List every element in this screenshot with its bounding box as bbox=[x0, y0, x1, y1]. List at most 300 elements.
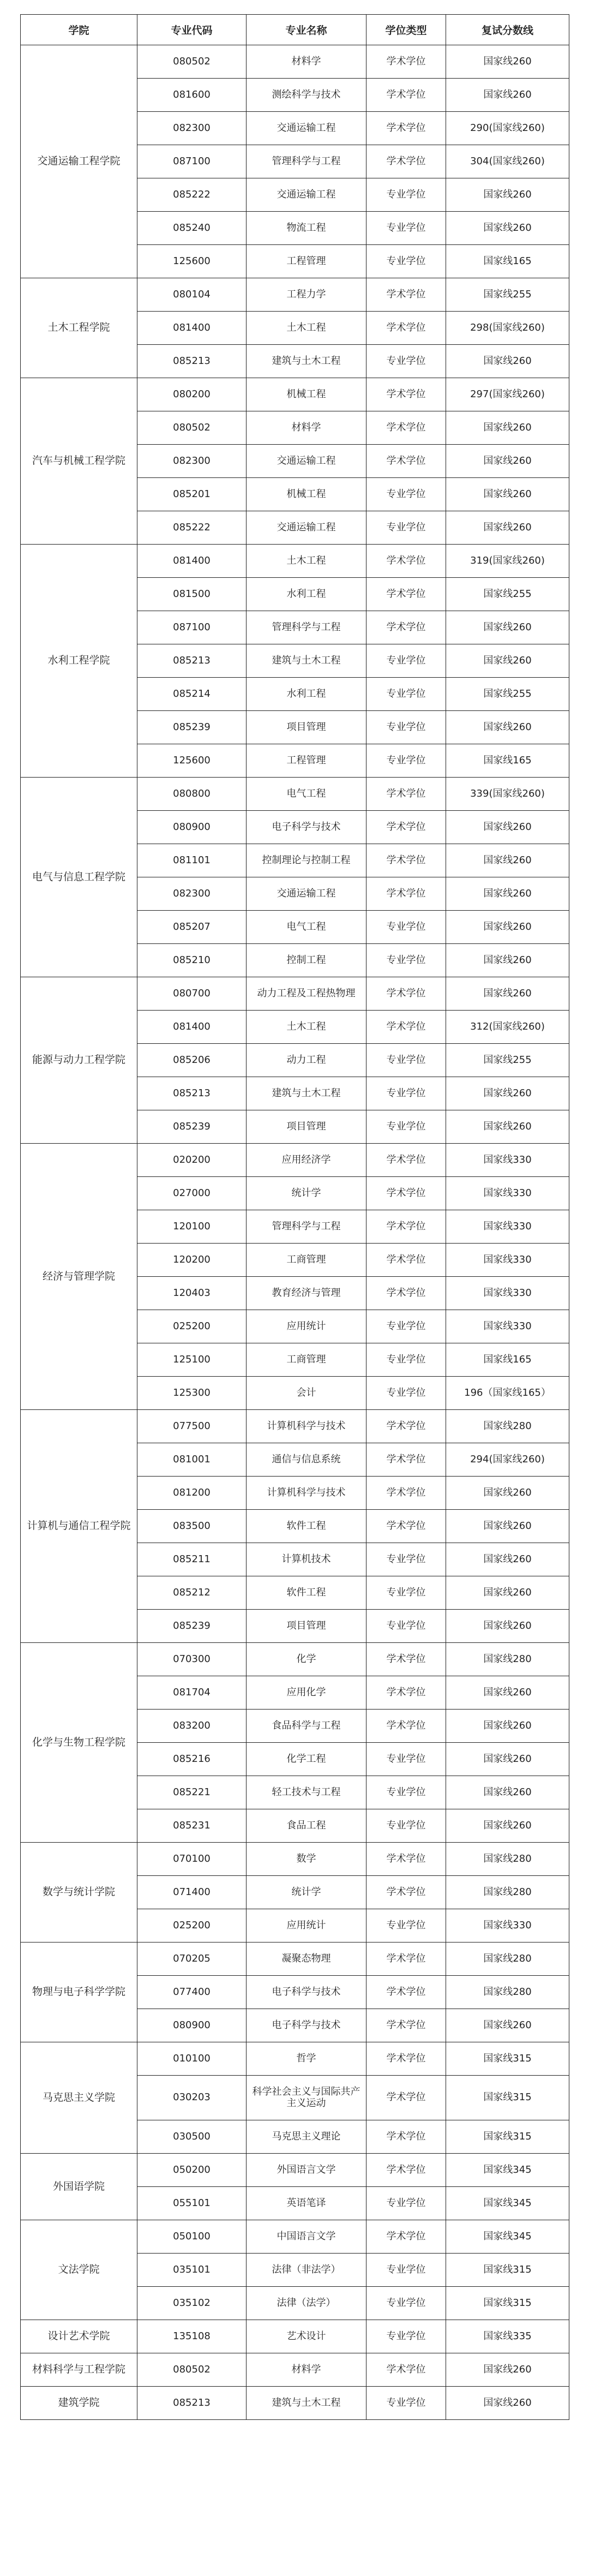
retest-score-cell: 国家线315 bbox=[446, 2287, 569, 2320]
major-code-cell: 080900 bbox=[137, 2009, 247, 2042]
college-name-cell: 计算机与通信工程学院 bbox=[21, 1410, 137, 1643]
retest-score-cell: 国家线280 bbox=[446, 1976, 569, 2009]
retest-score-cell: 国家线260 bbox=[446, 1743, 569, 1776]
table-row bbox=[21, 2154, 569, 2187]
major-code-cell: 083200 bbox=[137, 1710, 247, 1743]
table-row bbox=[21, 778, 569, 811]
major-code-cell: 085214 bbox=[137, 678, 247, 711]
college-name-cell: 经济与管理学院 bbox=[21, 1144, 137, 1410]
retest-score-cell: 国家线260 bbox=[446, 1077, 569, 1110]
degree-type-cell: 学术学位 bbox=[366, 578, 446, 611]
college-name-cell: 外国语学院 bbox=[21, 2154, 137, 2220]
major-name-cell: 应用经济学 bbox=[247, 1144, 366, 1177]
retest-score-cell: 国家线260 bbox=[446, 1543, 569, 1576]
major-name-cell: 动力工程 bbox=[247, 1044, 366, 1077]
degree-type-cell: 学术学位 bbox=[366, 877, 446, 911]
table-row bbox=[21, 1643, 569, 1676]
degree-type-cell: 学术学位 bbox=[366, 1177, 446, 1210]
major-code-cell: 055101 bbox=[137, 2187, 247, 2220]
major-name-cell: 会计 bbox=[247, 1377, 366, 1410]
degree-type-cell: 专业学位 bbox=[366, 345, 446, 378]
retest-score-cell: 国家线330 bbox=[446, 1144, 569, 1177]
retest-score-cell: 国家线330 bbox=[446, 1177, 569, 1210]
retest-score-cell: 国家线260 bbox=[446, 1610, 569, 1643]
major-code-cell: 125600 bbox=[137, 245, 247, 278]
retest-score-cell: 国家线260 bbox=[446, 79, 569, 112]
college-name-cell: 马克思主义学院 bbox=[21, 2042, 137, 2154]
retest-score-cell: 国家线330 bbox=[446, 1244, 569, 1277]
major-code-cell: 080104 bbox=[137, 278, 247, 312]
major-name-cell: 机械工程 bbox=[247, 478, 366, 511]
degree-type-cell: 学术学位 bbox=[366, 1710, 446, 1743]
major-code-cell: 071400 bbox=[137, 1876, 247, 1909]
major-name-cell: 食品工程 bbox=[247, 1809, 366, 1843]
retest-score-cell: 国家线165 bbox=[446, 245, 569, 278]
major-name-cell: 物流工程 bbox=[247, 212, 366, 245]
major-name-cell: 马克思主义理论 bbox=[247, 2120, 366, 2154]
major-code-cell: 082300 bbox=[137, 112, 247, 145]
major-name-cell: 计算机科学与技术 bbox=[247, 1477, 366, 1510]
table-body bbox=[21, 45, 569, 2420]
degree-type-cell: 学术学位 bbox=[366, 1676, 446, 1710]
retest-score-cell: 国家线260 bbox=[446, 1576, 569, 1610]
table-row bbox=[21, 2387, 569, 2420]
major-name-cell: 应用统计 bbox=[247, 1310, 366, 1343]
retest-score-cell: 国家线260 bbox=[446, 1676, 569, 1710]
score-table bbox=[20, 14, 569, 2420]
retest-score-cell: 339(国家线260) bbox=[446, 778, 569, 811]
major-name-cell: 交通运输工程 bbox=[247, 511, 366, 545]
major-code-cell: 087100 bbox=[137, 145, 247, 178]
major-code-cell: 125600 bbox=[137, 744, 247, 778]
major-code-cell: 025200 bbox=[137, 1909, 247, 1943]
major-name-cell: 建筑与土木工程 bbox=[247, 644, 366, 678]
retest-score-cell: 国家线260 bbox=[446, 445, 569, 478]
major-name-cell: 建筑与土木工程 bbox=[247, 1077, 366, 1110]
retest-score-cell: 国家线260 bbox=[446, 478, 569, 511]
degree-type-cell: 学术学位 bbox=[366, 2220, 446, 2254]
retest-score-cell: 国家线315 bbox=[446, 2042, 569, 2076]
retest-score-cell: 国家线315 bbox=[446, 2076, 569, 2120]
major-code-cell: 035101 bbox=[137, 2254, 247, 2287]
major-name-cell: 工程管理 bbox=[247, 744, 366, 778]
major-name-cell: 机械工程 bbox=[247, 378, 366, 411]
retest-score-cell: 国家线260 bbox=[446, 511, 569, 545]
college-name-cell: 化学与生物工程学院 bbox=[21, 1643, 137, 1843]
major-name-cell: 土木工程 bbox=[247, 1011, 366, 1044]
major-name-cell: 工程力学 bbox=[247, 278, 366, 312]
table-row bbox=[21, 278, 569, 312]
retest-score-cell: 国家线260 bbox=[446, 1776, 569, 1809]
degree-type-cell: 学术学位 bbox=[366, 811, 446, 844]
degree-type-cell: 专业学位 bbox=[366, 678, 446, 711]
degree-type-cell: 专业学位 bbox=[366, 1610, 446, 1643]
major-name-cell: 电子科学与技术 bbox=[247, 2009, 366, 2042]
degree-type-cell: 学术学位 bbox=[366, 145, 446, 178]
major-code-cell: 085212 bbox=[137, 1576, 247, 1610]
retest-score-cell: 国家线345 bbox=[446, 2154, 569, 2187]
major-code-cell: 080502 bbox=[137, 411, 247, 445]
degree-type-cell: 学术学位 bbox=[366, 112, 446, 145]
degree-type-cell: 专业学位 bbox=[366, 1310, 446, 1343]
degree-type-cell: 学术学位 bbox=[366, 2154, 446, 2187]
major-name-cell: 土木工程 bbox=[247, 545, 366, 578]
degree-type-cell: 学术学位 bbox=[366, 977, 446, 1011]
college-name-cell: 电气与信息工程学院 bbox=[21, 778, 137, 977]
major-code-cell: 125100 bbox=[137, 1343, 247, 1377]
degree-type-cell: 专业学位 bbox=[366, 944, 446, 977]
retest-score-cell: 国家线330 bbox=[446, 1277, 569, 1310]
degree-type-cell: 专业学位 bbox=[366, 2387, 446, 2420]
major-name-cell: 管理科学与工程 bbox=[247, 1210, 366, 1244]
major-code-cell: 085206 bbox=[137, 1044, 247, 1077]
major-code-cell: 085239 bbox=[137, 1110, 247, 1144]
retest-score-cell: 国家线255 bbox=[446, 678, 569, 711]
retest-score-cell: 国家线330 bbox=[446, 1210, 569, 1244]
major-name-cell: 凝聚态物理 bbox=[247, 1943, 366, 1976]
retest-score-cell: 国家线260 bbox=[446, 877, 569, 911]
major-code-cell: 025200 bbox=[137, 1310, 247, 1343]
major-code-cell: 081200 bbox=[137, 1477, 247, 1510]
retest-score-cell: 国家线345 bbox=[446, 2187, 569, 2220]
major-code-cell: 081101 bbox=[137, 844, 247, 877]
table-row bbox=[21, 1843, 569, 1876]
degree-type-cell: 专业学位 bbox=[366, 1809, 446, 1843]
major-name-cell: 项目管理 bbox=[247, 711, 366, 744]
degree-type-cell: 专业学位 bbox=[366, 2287, 446, 2320]
major-name-cell: 电气工程 bbox=[247, 911, 366, 944]
degree-type-cell: 专业学位 bbox=[366, 1543, 446, 1576]
retest-score-cell: 国家线260 bbox=[446, 911, 569, 944]
major-code-cell: 087100 bbox=[137, 611, 247, 644]
header-college: 学院 bbox=[21, 15, 137, 45]
retest-score-cell: 国家线280 bbox=[446, 1410, 569, 1443]
table-row bbox=[21, 545, 569, 578]
major-name-cell: 交通运输工程 bbox=[247, 877, 366, 911]
degree-type-cell: 专业学位 bbox=[366, 711, 446, 744]
major-code-cell: 085210 bbox=[137, 944, 247, 977]
retest-score-cell: 国家线260 bbox=[446, 944, 569, 977]
major-name-cell: 通信与信息系统 bbox=[247, 1443, 366, 1477]
table-row bbox=[21, 977, 569, 1011]
major-code-cell: 085222 bbox=[137, 178, 247, 212]
major-name-cell: 应用统计 bbox=[247, 1909, 366, 1943]
major-name-cell: 材料学 bbox=[247, 411, 366, 445]
degree-type-cell: 专业学位 bbox=[366, 1077, 446, 1110]
major-code-cell: 085213 bbox=[137, 345, 247, 378]
college-name-cell: 能源与动力工程学院 bbox=[21, 977, 137, 1144]
retest-score-cell: 国家线335 bbox=[446, 2320, 569, 2353]
degree-type-cell: 学术学位 bbox=[366, 2076, 446, 2120]
college-name-cell: 物理与电子科学学院 bbox=[21, 1943, 137, 2042]
degree-type-cell: 学术学位 bbox=[366, 45, 446, 79]
major-name-cell: 英语笔译 bbox=[247, 2187, 366, 2220]
major-code-cell: 081400 bbox=[137, 1011, 247, 1044]
major-code-cell: 081600 bbox=[137, 79, 247, 112]
retest-score-cell: 国家线260 bbox=[446, 2009, 569, 2042]
retest-score-cell: 国家线260 bbox=[446, 2353, 569, 2387]
college-name-cell: 土木工程学院 bbox=[21, 278, 137, 378]
major-name-cell: 食品科学与工程 bbox=[247, 1710, 366, 1743]
retest-score-cell: 312(国家线260) bbox=[446, 1011, 569, 1044]
retest-score-cell: 国家线330 bbox=[446, 1909, 569, 1943]
major-name-cell: 交通运输工程 bbox=[247, 112, 366, 145]
major-name-cell: 外国语言文学 bbox=[247, 2154, 366, 2187]
major-code-cell: 085231 bbox=[137, 1809, 247, 1843]
degree-type-cell: 学术学位 bbox=[366, 2009, 446, 2042]
major-code-cell: 125300 bbox=[137, 1377, 247, 1410]
major-name-cell: 应用化学 bbox=[247, 1676, 366, 1710]
table-row bbox=[21, 2220, 569, 2254]
degree-type-cell: 学术学位 bbox=[366, 1843, 446, 1876]
retest-score-cell: 国家线260 bbox=[446, 411, 569, 445]
major-code-cell: 085213 bbox=[137, 644, 247, 678]
major-code-cell: 070205 bbox=[137, 1943, 247, 1976]
degree-type-cell: 专业学位 bbox=[366, 2187, 446, 2220]
retest-score-cell: 国家线315 bbox=[446, 2120, 569, 2154]
major-code-cell: 081001 bbox=[137, 1443, 247, 1477]
degree-type-cell: 学术学位 bbox=[366, 778, 446, 811]
degree-type-cell: 专业学位 bbox=[366, 911, 446, 944]
major-name-cell: 轻工技术与工程 bbox=[247, 1776, 366, 1809]
major-name-cell: 工商管理 bbox=[247, 1244, 366, 1277]
retest-score-cell: 国家线260 bbox=[446, 644, 569, 678]
table-row bbox=[21, 1410, 569, 1443]
major-name-cell: 交通运输工程 bbox=[247, 445, 366, 478]
degree-type-cell: 学术学位 bbox=[366, 445, 446, 478]
degree-type-cell: 学术学位 bbox=[366, 545, 446, 578]
major-code-cell: 085213 bbox=[137, 2387, 247, 2420]
degree-type-cell: 专业学位 bbox=[366, 478, 446, 511]
major-code-cell: 082300 bbox=[137, 445, 247, 478]
header-major-code: 专业代码 bbox=[137, 15, 247, 45]
major-code-cell: 085207 bbox=[137, 911, 247, 944]
degree-type-cell: 学术学位 bbox=[366, 2353, 446, 2387]
major-name-cell: 法律（非法学） bbox=[247, 2254, 366, 2287]
degree-type-cell: 专业学位 bbox=[366, 245, 446, 278]
degree-type-cell: 学术学位 bbox=[366, 1477, 446, 1510]
retest-score-cell: 国家线260 bbox=[446, 1809, 569, 1843]
degree-type-cell: 学术学位 bbox=[366, 1876, 446, 1909]
table-row bbox=[21, 1144, 569, 1177]
major-name-cell: 管理科学与工程 bbox=[247, 611, 366, 644]
major-name-cell: 电子科学与技术 bbox=[247, 1976, 366, 2009]
major-code-cell: 027000 bbox=[137, 1177, 247, 1210]
degree-type-cell: 学术学位 bbox=[366, 278, 446, 312]
major-name-cell: 艺术设计 bbox=[247, 2320, 366, 2353]
major-name-cell: 法律（法学） bbox=[247, 2287, 366, 2320]
degree-type-cell: 学术学位 bbox=[366, 1210, 446, 1244]
major-code-cell: 080502 bbox=[137, 2353, 247, 2387]
major-code-cell: 082300 bbox=[137, 877, 247, 911]
degree-type-cell: 学术学位 bbox=[366, 1244, 446, 1277]
degree-type-cell: 专业学位 bbox=[366, 2320, 446, 2353]
major-code-cell: 081400 bbox=[137, 545, 247, 578]
table-row bbox=[21, 2353, 569, 2387]
major-name-cell: 动力工程及工程热物理 bbox=[247, 977, 366, 1011]
retest-score-cell: 297(国家线260) bbox=[446, 378, 569, 411]
retest-score-cell: 国家线260 bbox=[446, 212, 569, 245]
major-name-cell: 管理科学与工程 bbox=[247, 145, 366, 178]
degree-type-cell: 学术学位 bbox=[366, 611, 446, 644]
major-code-cell: 080502 bbox=[137, 45, 247, 79]
major-name-cell: 化学 bbox=[247, 1643, 366, 1676]
major-code-cell: 010100 bbox=[137, 2042, 247, 2076]
major-code-cell: 120100 bbox=[137, 1210, 247, 1244]
degree-type-cell: 专业学位 bbox=[366, 644, 446, 678]
major-code-cell: 020200 bbox=[137, 1144, 247, 1177]
college-name-cell: 数学与统计学院 bbox=[21, 1843, 137, 1943]
major-code-cell: 120403 bbox=[137, 1277, 247, 1310]
retest-score-cell: 国家线330 bbox=[446, 1310, 569, 1343]
retest-score-cell: 国家线260 bbox=[446, 345, 569, 378]
header-degree-type: 学位类型 bbox=[366, 15, 446, 45]
major-code-cell: 085213 bbox=[137, 1077, 247, 1110]
degree-type-cell: 学术学位 bbox=[366, 1976, 446, 2009]
table-row bbox=[21, 378, 569, 411]
degree-type-cell: 专业学位 bbox=[366, 1576, 446, 1610]
major-code-cell: 085221 bbox=[137, 1776, 247, 1809]
retest-score-cell: 国家线260 bbox=[446, 844, 569, 877]
retest-score-cell: 国家线260 bbox=[446, 178, 569, 212]
major-code-cell: 077500 bbox=[137, 1410, 247, 1443]
major-code-cell: 077400 bbox=[137, 1976, 247, 2009]
major-name-cell: 科学社会主义与国际共产主义运动 bbox=[247, 2076, 366, 2120]
major-name-cell: 建筑与土木工程 bbox=[247, 345, 366, 378]
major-name-cell: 数学 bbox=[247, 1843, 366, 1876]
major-name-cell: 统计学 bbox=[247, 1177, 366, 1210]
major-code-cell: 080900 bbox=[137, 811, 247, 844]
major-code-cell: 081500 bbox=[137, 578, 247, 611]
major-code-cell: 081400 bbox=[137, 312, 247, 345]
major-name-cell: 交通运输工程 bbox=[247, 178, 366, 212]
major-code-cell: 085201 bbox=[137, 478, 247, 511]
table-row bbox=[21, 2320, 569, 2353]
table-row bbox=[21, 45, 569, 79]
college-name-cell: 材料科学与工程学院 bbox=[21, 2353, 137, 2387]
major-name-cell: 建筑与土木工程 bbox=[247, 2387, 366, 2420]
major-name-cell: 控制理论与控制工程 bbox=[247, 844, 366, 877]
major-code-cell: 080700 bbox=[137, 977, 247, 1011]
college-name-cell: 文法学院 bbox=[21, 2220, 137, 2320]
major-name-cell: 控制工程 bbox=[247, 944, 366, 977]
college-name-cell: 水利工程学院 bbox=[21, 545, 137, 778]
retest-score-cell: 国家线255 bbox=[446, 278, 569, 312]
retest-score-cell: 国家线260 bbox=[446, 1710, 569, 1743]
major-code-cell: 070300 bbox=[137, 1643, 247, 1676]
retest-score-cell: 国家线165 bbox=[446, 1343, 569, 1377]
major-name-cell: 电子科学与技术 bbox=[247, 811, 366, 844]
header-major-name: 专业名称 bbox=[247, 15, 366, 45]
major-code-cell: 050200 bbox=[137, 2154, 247, 2187]
degree-type-cell: 专业学位 bbox=[366, 212, 446, 245]
major-name-cell: 中国语言文学 bbox=[247, 2220, 366, 2254]
retest-score-cell: 国家线255 bbox=[446, 578, 569, 611]
major-code-cell: 085216 bbox=[137, 1743, 247, 1776]
retest-score-cell: 294(国家线260) bbox=[446, 1443, 569, 1477]
degree-type-cell: 专业学位 bbox=[366, 1743, 446, 1776]
major-name-cell: 计算机技术 bbox=[247, 1543, 366, 1576]
degree-type-cell: 专业学位 bbox=[366, 178, 446, 212]
retest-score-cell: 298(国家线260) bbox=[446, 312, 569, 345]
major-name-cell: 土木工程 bbox=[247, 312, 366, 345]
degree-type-cell: 专业学位 bbox=[366, 1377, 446, 1410]
degree-type-cell: 专业学位 bbox=[366, 1343, 446, 1377]
degree-type-cell: 专业学位 bbox=[366, 511, 446, 545]
major-name-cell: 教育经济与管理 bbox=[247, 1277, 366, 1310]
header-retest-score: 复试分数线 bbox=[446, 15, 569, 45]
major-code-cell: 085240 bbox=[137, 212, 247, 245]
major-code-cell: 085239 bbox=[137, 711, 247, 744]
degree-type-cell: 专业学位 bbox=[366, 744, 446, 778]
college-name-cell: 设计艺术学院 bbox=[21, 2320, 137, 2353]
major-code-cell: 120200 bbox=[137, 1244, 247, 1277]
major-name-cell: 电气工程 bbox=[247, 778, 366, 811]
major-code-cell: 080800 bbox=[137, 778, 247, 811]
retest-score-cell: 国家线345 bbox=[446, 2220, 569, 2254]
degree-type-cell: 学术学位 bbox=[366, 1643, 446, 1676]
degree-type-cell: 学术学位 bbox=[366, 79, 446, 112]
degree-type-cell: 学术学位 bbox=[366, 1144, 446, 1177]
major-name-cell: 统计学 bbox=[247, 1876, 366, 1909]
degree-type-cell: 专业学位 bbox=[366, 1776, 446, 1809]
major-name-cell: 项目管理 bbox=[247, 1110, 366, 1144]
retest-score-cell: 196（国家线165） bbox=[446, 1377, 569, 1410]
table-row bbox=[21, 1943, 569, 1976]
major-name-cell: 软件工程 bbox=[247, 1510, 366, 1543]
college-name-cell: 建筑学院 bbox=[21, 2387, 137, 2420]
retest-score-cell: 国家线260 bbox=[446, 711, 569, 744]
retest-score-cell: 国家线260 bbox=[446, 45, 569, 79]
major-name-cell: 水利工程 bbox=[247, 678, 366, 711]
major-name-cell: 测绘科学与技术 bbox=[247, 79, 366, 112]
major-code-cell: 085222 bbox=[137, 511, 247, 545]
degree-type-cell: 学术学位 bbox=[366, 378, 446, 411]
major-code-cell: 030203 bbox=[137, 2076, 247, 2120]
major-name-cell: 化学工程 bbox=[247, 1743, 366, 1776]
major-code-cell: 080200 bbox=[137, 378, 247, 411]
degree-type-cell: 学术学位 bbox=[366, 1277, 446, 1310]
degree-type-cell: 专业学位 bbox=[366, 2254, 446, 2287]
retest-score-cell: 国家线260 bbox=[446, 1110, 569, 1144]
retest-score-cell: 国家线255 bbox=[446, 1044, 569, 1077]
degree-type-cell: 学术学位 bbox=[366, 1011, 446, 1044]
retest-score-cell: 国家线260 bbox=[446, 977, 569, 1011]
retest-score-cell: 国家线280 bbox=[446, 1843, 569, 1876]
retest-score-cell: 290(国家线260) bbox=[446, 112, 569, 145]
degree-type-cell: 专业学位 bbox=[366, 1909, 446, 1943]
retest-score-cell: 国家线280 bbox=[446, 1876, 569, 1909]
major-code-cell: 070100 bbox=[137, 1843, 247, 1876]
major-code-cell: 035102 bbox=[137, 2287, 247, 2320]
degree-type-cell: 学术学位 bbox=[366, 2042, 446, 2076]
degree-type-cell: 学术学位 bbox=[366, 1943, 446, 1976]
retest-score-cell: 319(国家线260) bbox=[446, 545, 569, 578]
major-name-cell: 工程管理 bbox=[247, 245, 366, 278]
major-name-cell: 材料学 bbox=[247, 2353, 366, 2387]
degree-type-cell: 学术学位 bbox=[366, 1410, 446, 1443]
degree-type-cell: 学术学位 bbox=[366, 844, 446, 877]
degree-type-cell: 学术学位 bbox=[366, 411, 446, 445]
degree-type-cell: 学术学位 bbox=[366, 2120, 446, 2154]
degree-type-cell: 学术学位 bbox=[366, 1510, 446, 1543]
major-code-cell: 030500 bbox=[137, 2120, 247, 2154]
degree-type-cell: 学术学位 bbox=[366, 1443, 446, 1477]
retest-score-cell: 国家线280 bbox=[446, 1943, 569, 1976]
major-name-cell: 工商管理 bbox=[247, 1343, 366, 1377]
college-name-cell: 交通运输工程学院 bbox=[21, 45, 137, 278]
major-code-cell: 135108 bbox=[137, 2320, 247, 2353]
